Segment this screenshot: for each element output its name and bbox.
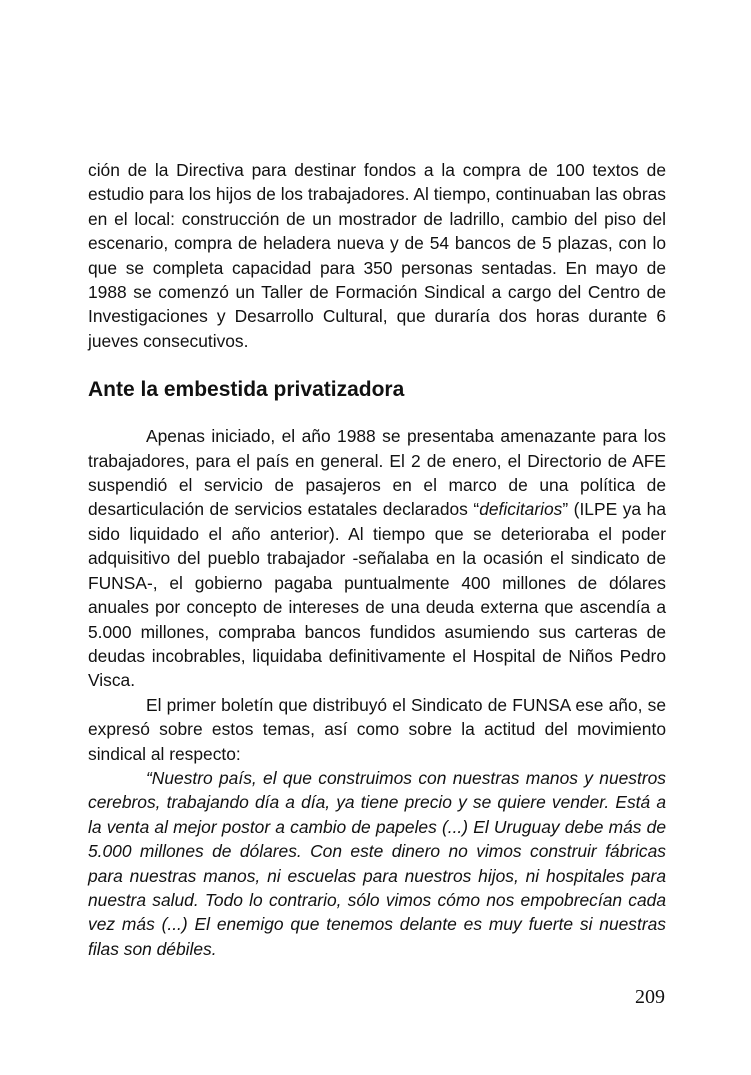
quote-paragraph: “Nuestro país, el que construimos con nuestras manos y nuestros cerebros, trabajando día a día, ya tiene precio y se quiere vender. Está a la venta al mejor postor a cambio de papeles (...) El Uruguay debe más de 5.000 millones de dólares. Con este dinero no vimos construir fábricas para nuestras manos, ni escuelas para nuestros hijos, ni hospitales para nuestra salud. Todo lo contrario, sólo vimos cómo nos empobrecían cada vez más (...) El enemigo que tenemos delante es muy fuerte si nuestras filas son débiles. <box>88 767 666 959</box>
italic-term: deficitarios <box>479 499 563 520</box>
paragraph-intro-start: Apenas iniciado, el año 1988 se presentaba amenazante para los trabajadores, para el país en general. El 2 de enero, el Directorio de AFE suspendió el servicio de pasajeros en el marco de una política de desarticulación de servicios estatales declarados “ <box>88 426 666 520</box>
paragraph-continuation: ción de la Directiva para destinar fondos a la compra de 100 textos de estudio para los hijos de los trabajadores. Al tiempo, continuaban las obras en el local: construcción de un mostrador de ladrillo, cambio del piso del escenario, compra de heladera nueva y de 54 bancos de 5 plazas, con lo que se completa capacidad para 350 personas sentadas. En mayo de 1988 se comenzó un Taller de Formación Sindical a cargo del Centro de Investigaciones y Desarrollo Cultural, que duraría dos horas durante 6 jueves consecutivos. <box>88 160 666 351</box>
page-number: 209 <box>635 986 665 1008</box>
paragraph-intro <box>88 424 666 692</box>
paragraph-intro-end: ” (ILPE ya ha sido liquidado el año anterior). Al tiempo que se deterioraba el poder adquisitivo del pueblo trabajador -señalaba en la ocasión el sindicato de FUNSA-, el gobierno pagaba puntualmente 400 millones de dólares anuales por concepto de intereses de una deuda externa que ascendía a 5.000 millones, compraba bancos fundidos asumiendo sus carteras de deudas incobrables, liquidaba definitivamente el Hospital de Niños Pedro Visca. <box>88 499 666 691</box>
section-heading: Ante la embestida privatizadora <box>88 378 405 402</box>
page-body <box>88 158 666 961</box>
paragraph-bulletin: El primer boletín que distribuyó el Sindicato de FUNSA ese año, se expresó sobre estos temas, así como sobre la actitud del movimiento sindical al respecto: <box>88 694 666 764</box>
